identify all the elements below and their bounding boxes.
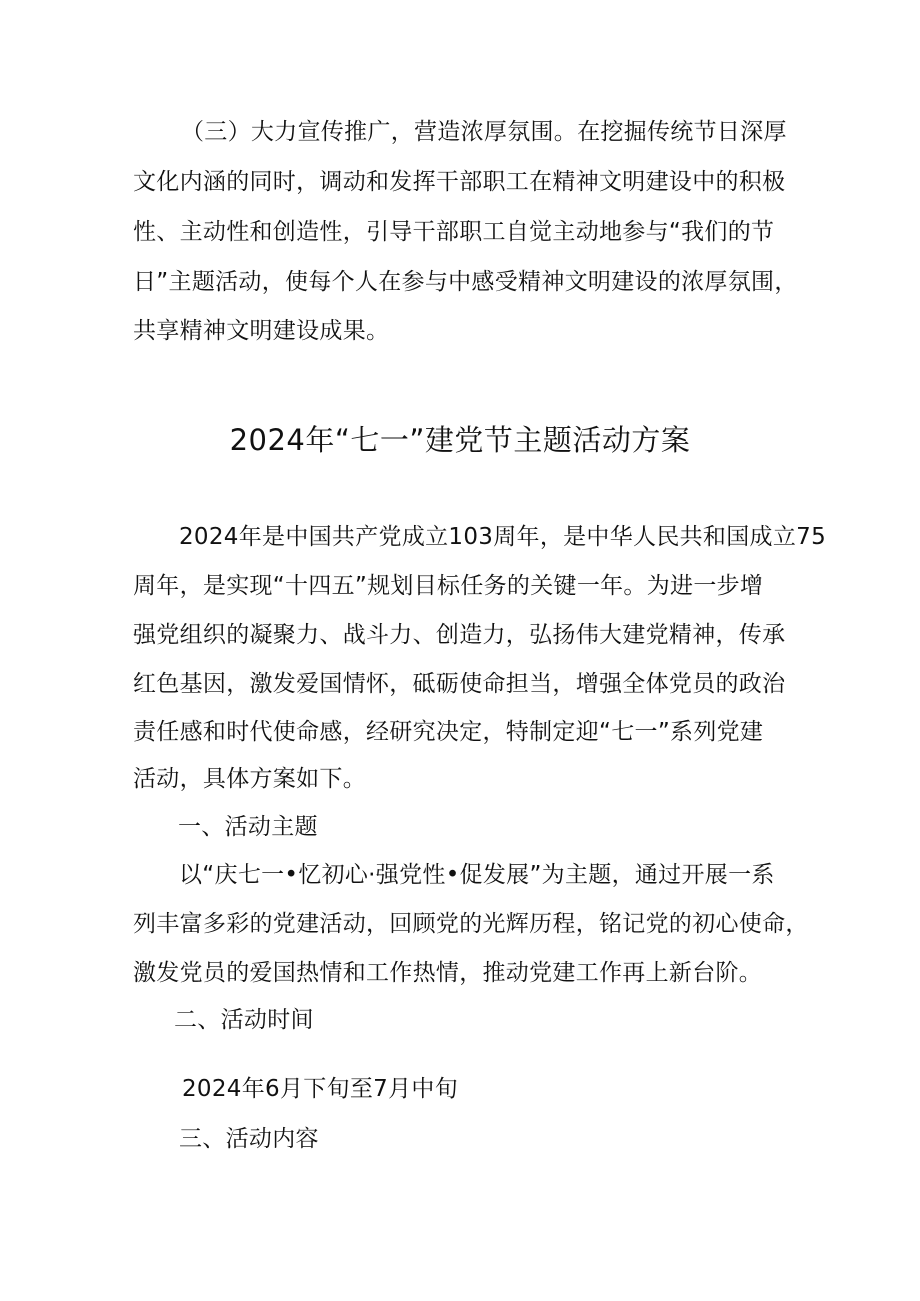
theme-line-2: 列丰富多彩的党建活动，回顾党的光辉历程，铭记党的初心使命，	[133, 911, 809, 937]
section3-line-1: （三）大力宣传推广，营造浓厚氛围。在挖掘传统节日深厚	[181, 119, 787, 145]
heading-content: 三、活动内容	[179, 1126, 319, 1152]
section3-line-3: 性、主动性和创造性，引导干部职工自觉主动地参与“我们的节	[133, 219, 775, 245]
intro-line-3: 强党组织的凝聚力、战斗力、创造力，弘扬伟大建党精神，传承	[133, 622, 786, 648]
intro-line-4: 红色基因，激发爱国情怀，砥砺使命担当，增强全体党员的政治	[133, 671, 786, 697]
theme-line-1: 以“庆七一•忆初心·强党性•促发展”为主题，通过开展一系	[179, 862, 775, 888]
section3-line-5: 共享精神文明建设成果。	[133, 318, 390, 344]
heading-time: 二、活动时间	[174, 1007, 314, 1033]
activity-time-text: 2024年6月下旬至7月中旬	[182, 1076, 458, 1102]
intro-line-6: 活动，具体方案如下。	[133, 766, 366, 792]
intro-line-1: 2024年是中国共产党成立103周年，是中华人民共和国成立75	[179, 524, 826, 550]
intro-line-2: 周年，是实现“十四五”规划目标任务的关键一年。为进一步增	[133, 573, 764, 599]
intro-line-5: 责任感和时代使命感，经研究决定，特制定迎“七一”系列党建	[133, 719, 764, 745]
section3-line-2: 文化内涵的同时，调动和发挥干部职工在精神文明建设中的积极	[133, 169, 786, 195]
heading-theme: 一、活动主题	[178, 814, 318, 840]
theme-line-3: 激发党员的爱国热情和工作热情，推动党建工作再上新台阶。	[133, 960, 763, 986]
document-title: 2024年“七一”建党节主题活动方案	[229, 423, 691, 457]
section3-line-4: 日”主题活动，使每个人在参与中感受精神文明建设的浓厚氛围，	[133, 269, 798, 295]
